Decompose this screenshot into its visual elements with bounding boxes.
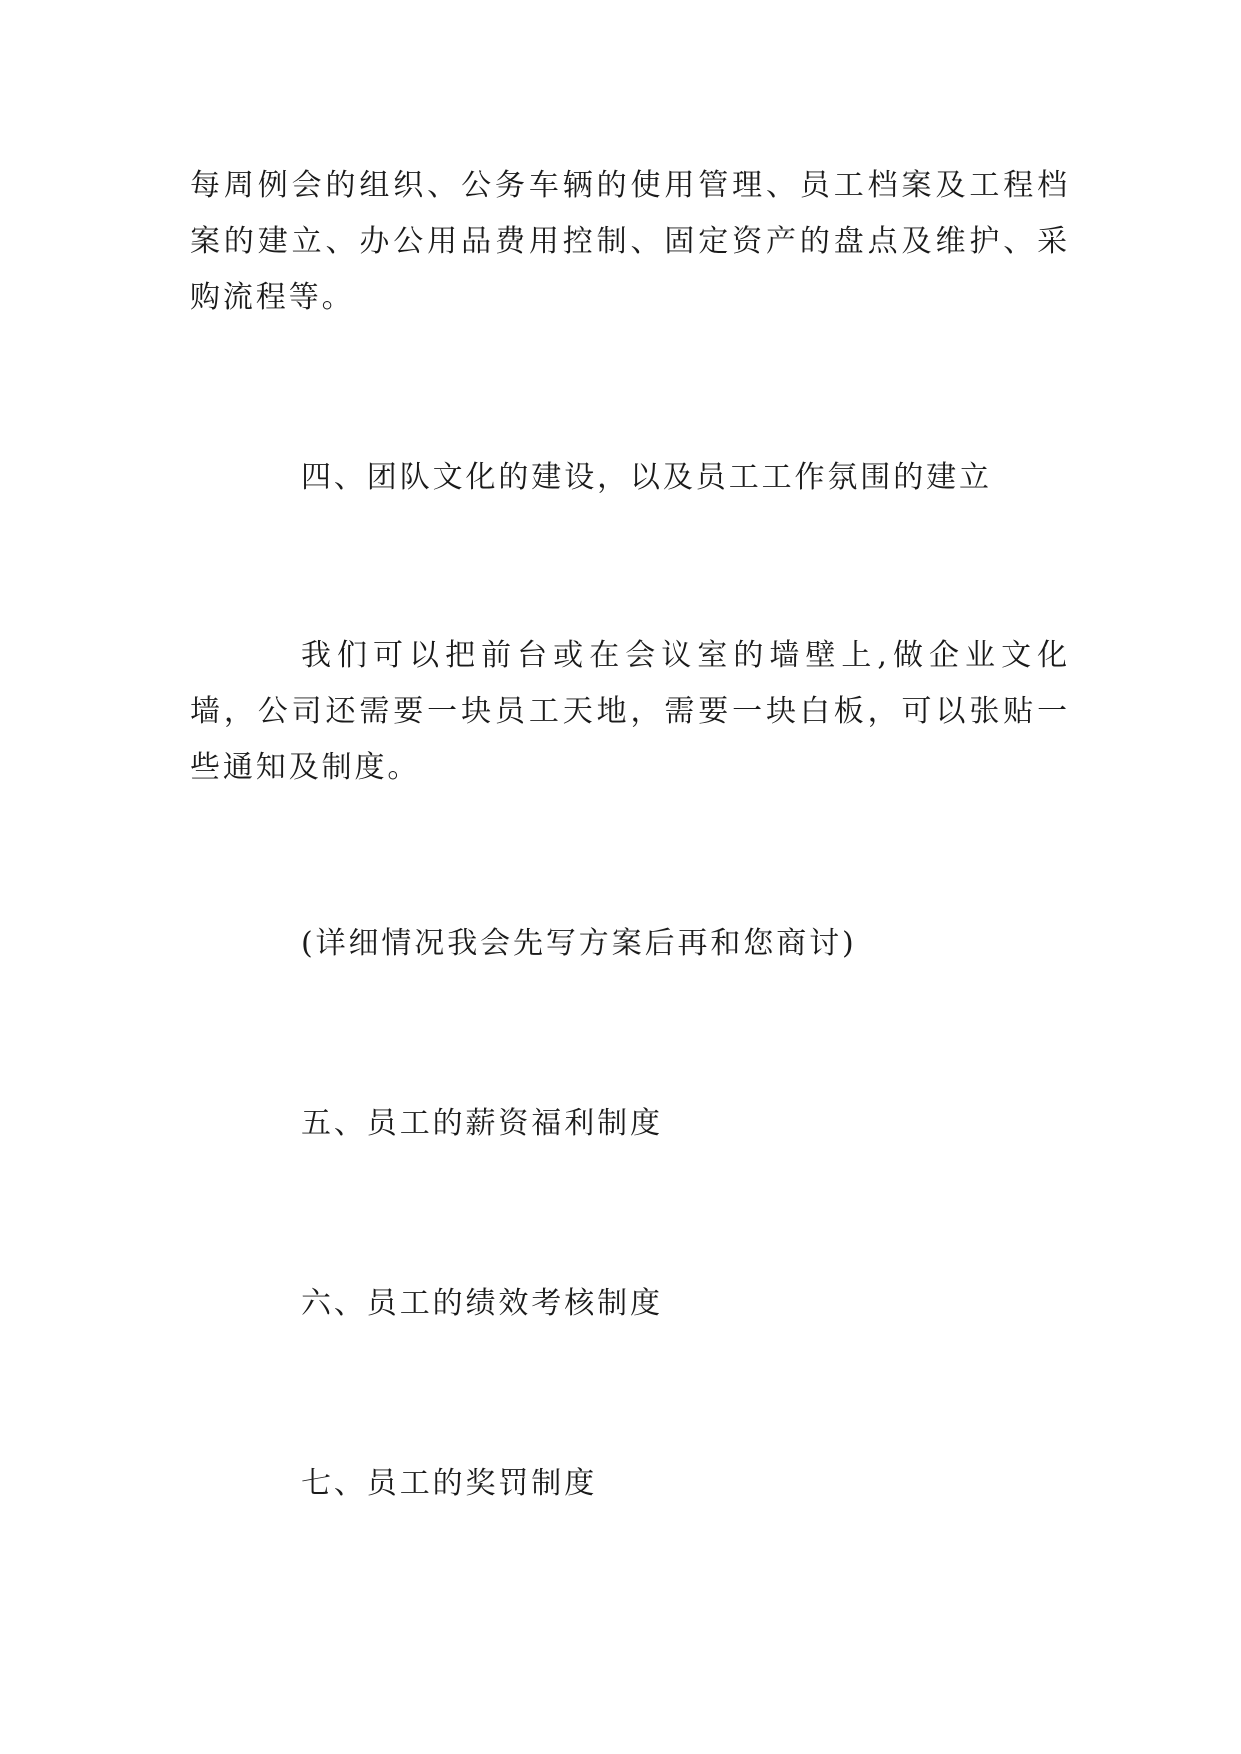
- heading-section-seven: 七、员工的奖罚制度: [301, 1466, 598, 1501]
- heading-section-six: 六、员工的绩效考核制度: [301, 1286, 663, 1321]
- paragraph-note: (详细情况我会先写方案后再和您商讨): [301, 926, 857, 961]
- heading-section-five: 五、员工的薪资福利制度: [301, 1106, 663, 1141]
- heading-section-four: 四、团队文化的建设，以及员工工作氛围的建立: [301, 460, 992, 495]
- paragraph-culture-wall: 我们可以把前台或在会议室的墙壁上,做企业文化墙，公司还需要一块员工天地，需要一块白板，可以张贴一些通知及制度。: [190, 638, 1070, 785]
- paragraph-duties-continued: 每周例会的组织、公务车辆的使用管理、员工档案及工程档案的建立、办公用品费用控制、固定资产的盘点及维护、采购流程等。: [190, 168, 1070, 315]
